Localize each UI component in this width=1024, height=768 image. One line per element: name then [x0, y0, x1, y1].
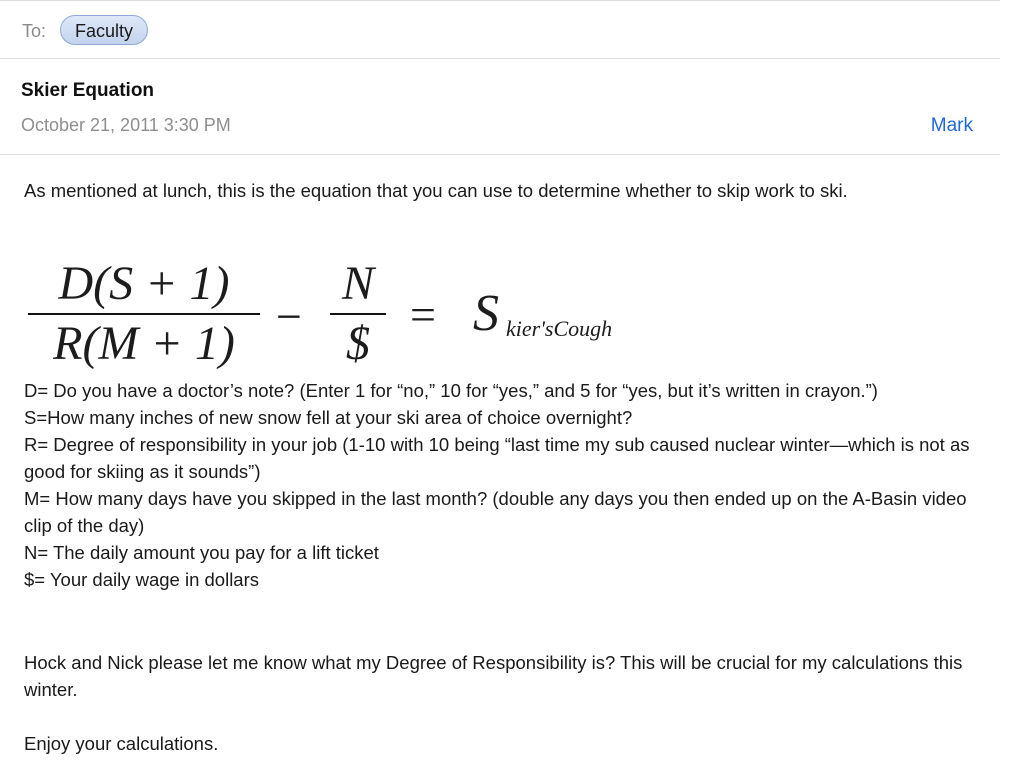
fraction-1	[28, 258, 260, 370]
fraction-2-bar	[330, 313, 386, 315]
message-date: October 21, 2011 3:30 PM	[21, 115, 231, 135]
equals-sign: =	[410, 289, 436, 340]
recipients-row	[0, 0, 1000, 59]
fraction-1-bar	[28, 313, 260, 315]
fraction-2	[330, 258, 386, 370]
definition-s: S=How many inches of new snow fell at your ski area of choice overnight?	[24, 407, 633, 428]
to-label: To:	[22, 21, 47, 41]
definition-dollar: $= Your daily wage in dollars	[24, 569, 260, 590]
recipient-faculty[interactable]: Faculty	[60, 15, 148, 45]
mark-button[interactable]: Mark	[930, 115, 973, 136]
fraction-2-numerator: N	[341, 257, 374, 310]
definition-d: D= Do you have a doctor’s note? (Enter 1 for “no,” 10 for “yes,” and 5 for “yes, but it’s written in crayon.”)	[24, 380, 878, 401]
intro-paragraph: As mentioned at lunch, this is the equation that you can use to determine whether to skip work to ski.	[24, 180, 848, 201]
fraction-1-denominator: R(M + 1)	[53, 317, 235, 370]
definition-m: M= How many days have you skipped in the last month? (double any days you then ended up on the A-Basin video clip of the day)	[24, 488, 967, 536]
signoff-line: Enjoy your calculations.	[24, 733, 219, 754]
minus-sign: −	[276, 291, 302, 342]
definition-n: N= The daily amount you pay for a lift ticket	[24, 542, 379, 563]
definitions-list	[24, 377, 984, 593]
fraction-1-numerator: D(S + 1)	[58, 257, 230, 310]
fraction-2-denominator: $	[346, 317, 370, 370]
result-symbol: S	[473, 285, 499, 342]
result-subscript: kier'sCough	[506, 316, 613, 341]
skier-equation	[28, 258, 728, 368]
message-subject: Skier Equation	[21, 80, 155, 101]
header-divider	[0, 154, 1000, 155]
closing-paragraph: Hock and Nick please let me know what my Degree of Responsibility is? This will be crucial for my calculations this winter.	[24, 652, 963, 700]
definition-r: R= Degree of responsibility in your job (1-10 with 10 being “last time my sub caused nuclear winter—which is not as good for skiing as it sounds”)	[24, 434, 970, 482]
